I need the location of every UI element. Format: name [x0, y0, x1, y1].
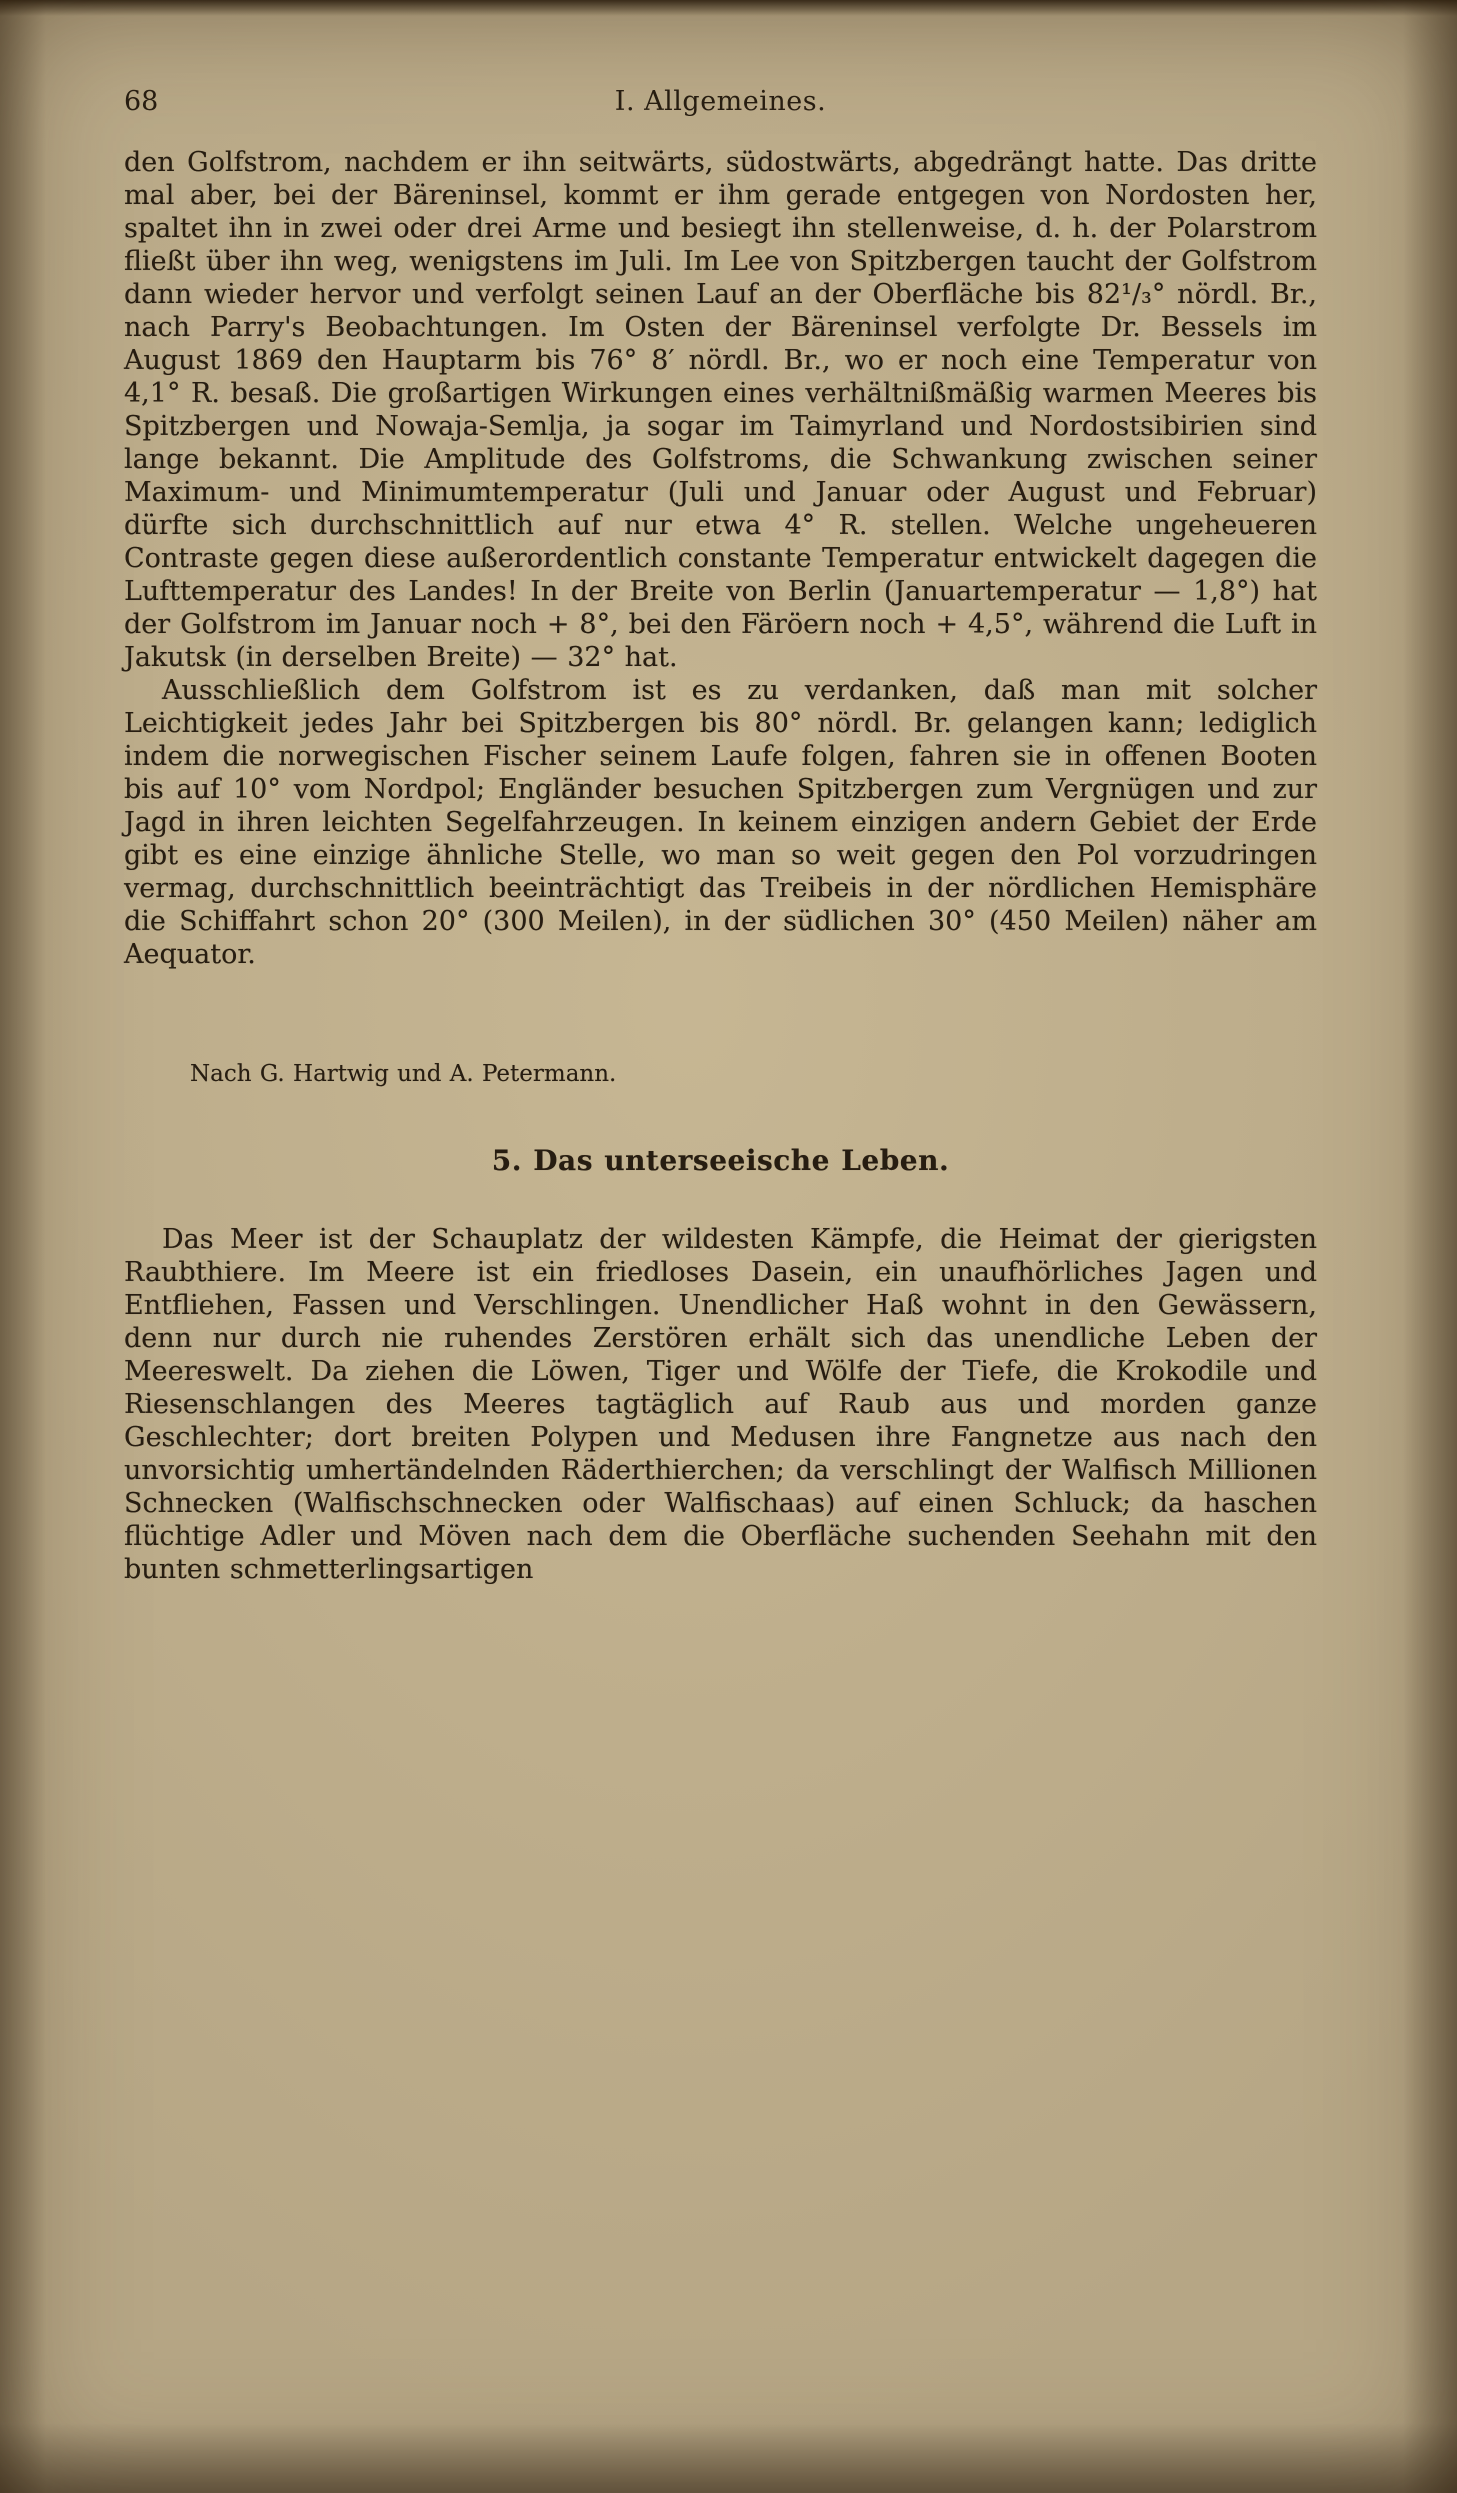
page-number: 68 — [124, 86, 159, 117]
running-title: I. Allgemeines. — [614, 86, 827, 117]
paragraph-golfstrom-1: den Golfstrom, nachdem er ihn seitwärts, südostwärts, abgedrängt hatte. Das dritte mal aber, bei der Bäreninsel, kommt er ihm gerade entgegen von Nordosten her, spaltet ihn in zwei oder drei Arme und besiegt ihn stellenweise, d. h. der Polarstrom fließt über ihn weg, wenigstens im Juli. Im Lee von Spitzbergen taucht der Golfstrom dann wieder hervor und verfolgt seinen Lauf an der Oberfläche bis 82¹/₃° nördl. Br., nach Parry's Beobachtungen. Im Osten der Bäreninsel verfolgte Dr. Bessels im August 1869 den Hauptarm bis 76° 8′ nördl. Br., wo er noch eine Temperatur von 4,1° R. besaß. Die großartigen Wirkungen eines verhältnißmäßig warmen Meeres bis Spitzbergen und Nowaja-Semlja, ja sogar im Taimyrland und Nordostsibirien sind lange bekannt. Die Amplitude des Golfstroms, die Schwankung zwischen seiner Maximum- und Minimumtemperatur (Juli und Januar oder August und Februar) dürfte sich durchschnittlich auf nur etwa 4° R. stellen. Welche ungeheueren Contraste gegen diese außerordentlich constante Temperatur entwickelt dagegen die Lufttemperatur des Landes! In der Breite von Berlin (Januartemperatur — 1,8°) hat der Golfstrom im Januar noch + 8°, bei den Färöern noch + 4,5°, während die Luft in Jakutsk (in derselben Breite) — 32° hat. — [124, 147, 1317, 673]
paragraph-golfstrom-2: Ausschließlich dem Golfstrom ist es zu verdanken, daß man mit solcher Leichtigkeit jedes Jahr bei Spitzbergen bis 80° nördl. Br. gelangen kann; lediglich indem die norwegischen Fischer seinem Laufe folgen, fahren sie in offenen Booten bis auf 10° vom Nordpol; Engländer besuchen Spitzbergen zum Vergnügen und zur Jagd in ihren leichten Segelfahrzeugen. In keinem einzigen andern Gebiet der Erde gibt es eine einzige ähnliche Stelle, wo man so weit gegen den Pol vorzudringen vermag, durchschnittlich beeinträchtigt das Treibeis in der nördlichen Hemisphäre die Schiffahrt schon 20° (300 Meilen), in der südlichen 30° (450 Meilen) näher am Aequator. — [124, 675, 1317, 970]
source-attribution: Nach G. Hartwig und A. Petermann. — [190, 1061, 617, 1087]
page-header — [124, 86, 1317, 122]
paragraph-unterseeisches-leben: Das Meer ist der Schauplatz der wildesten Kämpfe, die Heimat der gierigsten Raubthiere. Im Meere ist ein friedloses Dasein, ein unaufhörliches Jagen und Entfliehen, Fassen und Verschlingen. Unendlicher Haß wohnt in den Gewässern, denn nur durch nie ruhendes Zerstören erhält sich das unendliche Leben der Meereswelt. Da ziehen die Löwen, Tiger und Wölfe der Tiefe, die Krokodile und Riesenschlangen des Meeres tagtäglich auf Raub aus und morden ganze Geschlechter; dort breiten Polypen und Medusen ihre Fangnetze aus nach den unvorsichtig umhertändelnden Räderthierchen; da verschlingt der Walfisch Millionen Schnecken (Walfischschnecken oder Walfischaas) auf einen Schluck; da haschen flüchtige Adler und Möven nach dem die Oberfläche suchenden Seehahn mit den bunten schmetterlingsartigen — [124, 1224, 1317, 1585]
golfstrom-passage — [124, 146, 1317, 1088]
page-body — [124, 146, 1317, 1586]
section-heading: 5. Das unterseeische Leben. — [491, 1144, 950, 1177]
unterseeisches-leben-passage — [124, 1223, 1317, 1586]
